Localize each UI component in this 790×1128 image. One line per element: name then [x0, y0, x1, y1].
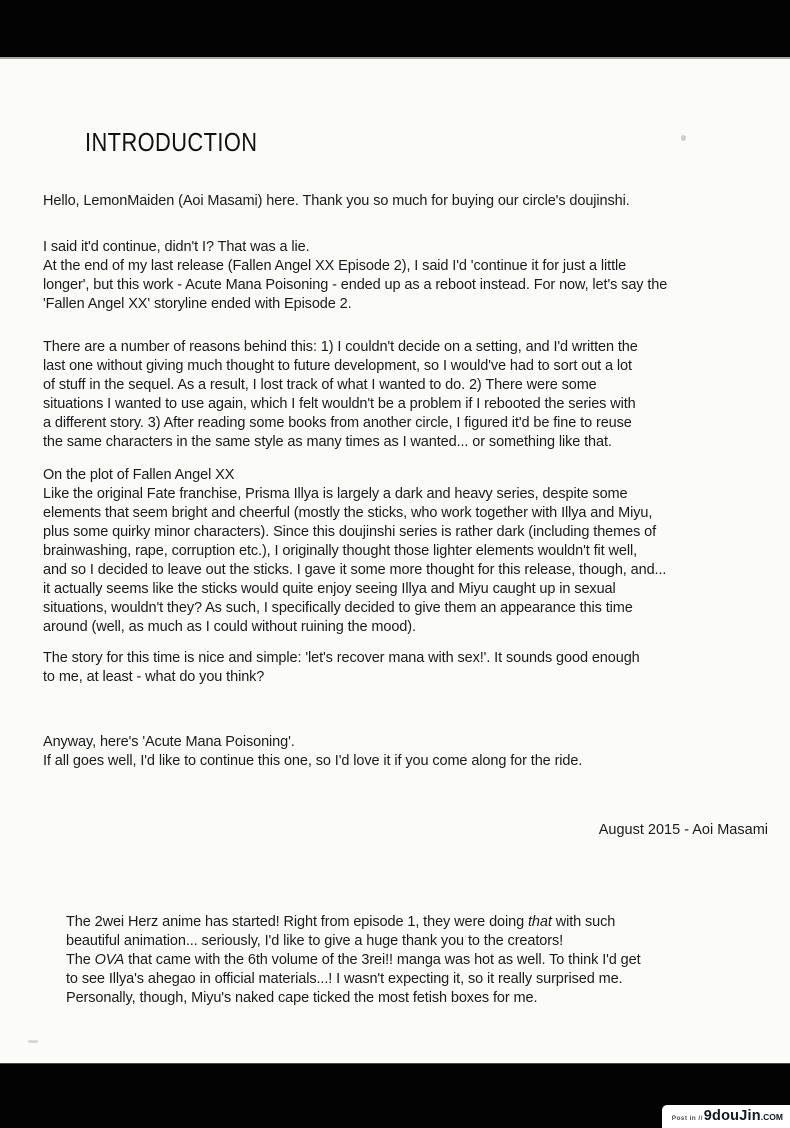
author-signature: August 2015 - Aoi Masami: [598, 822, 768, 838]
text-line: At the end of my last release (Fallen Angel XX Episode 2), I said I'd 'continue it for just a little: [43, 258, 627, 274]
text-line: plus some quirky minor characters). Since this doujinshi series is rather dark (including themes of: [43, 524, 657, 540]
text-line: to see Illya's ahegao in official materials...! I wasn't expecting it, so it really surprised me.: [66, 971, 623, 987]
text-line: beautiful animation... seriously, I'd like to give a huge thank you to the creators!: [66, 933, 564, 949]
text-line: On the plot of Fallen Angel XX: [43, 467, 235, 483]
watermark-tld-label: .COM: [760, 1112, 783, 1122]
top-scan-border: [0, 0, 790, 57]
text-line: of stuff in the sequel. As a result, I lost track of what I wanted to do. 2) There were some: [43, 377, 597, 393]
closing-paragraph: [0, 733, 790, 771]
text-line: it actually seems like the sticks would quite enjoy seeing Illya and Miyu caught up in sexual: [43, 581, 616, 597]
intro-greeting-paragraph: [0, 192, 790, 211]
watermark-brand-label: 9douJin: [703, 1108, 761, 1124]
page-content: [0, 57, 790, 1008]
text-line: Like the original Fate franchise, Prisma Illya is largely a dark and heavy series, despite some: [43, 486, 628, 502]
text-line: Hello, LemonMaiden (Aoi Masami) here. Thank you so much for buying our circle's doujinshi.: [43, 193, 630, 209]
scan-artifact-smudge: [28, 1040, 38, 1043]
text-line: situations I wanted to use again, which I felt wouldn't be a problem if I rebooted the series with: [43, 396, 636, 412]
text-line: The 2wei Herz anime has started! Right from episode 1, they were doing that with such: [66, 914, 616, 930]
text-line: The story for this time is nice and simple: 'let's recover mana with sex!'. It sounds good enough: [43, 650, 640, 666]
scan-artifact-speck: [681, 135, 686, 141]
watermark-prefix-label: Post in //: [671, 1115, 703, 1122]
text-line: and so I decided to leave out the sticks. I gave it some more thought for this release, though, and...: [43, 562, 667, 578]
text-line: elements that seem bright and cheerful (mostly the sticks, who work together with Illya and Miyu,: [43, 505, 653, 521]
afterword-paragraph: [0, 913, 790, 1008]
text-line: to me, at least - what do you think?: [43, 669, 265, 685]
text-line: Personally, though, Miyu's naked cape ticked the most fetish boxes for me.: [66, 990, 538, 1006]
text-line: I said it'd continue, didn't I? That was a lie.: [43, 239, 310, 255]
reasons-paragraph: [0, 338, 790, 452]
text-line: the same characters in the same style as many times as I wanted... or something like that.: [43, 434, 612, 450]
text-line: Anyway, here's 'Acute Mana Poisoning'.: [43, 734, 295, 750]
text-line: around (well, as much as I could without ruining the mood).: [43, 619, 416, 635]
bottom-scan-border: [0, 1063, 790, 1128]
story-paragraph: [0, 649, 790, 687]
text-line: The OVA that came with the 6th volume of the 3rei!! manga was hot as well. To think I'd get: [66, 952, 641, 968]
plot-paragraph: [0, 466, 790, 637]
text-line: longer', but this work - Acute Mana Poisoning - ended up as a reboot instead. For now, let's say the: [43, 277, 668, 293]
text-line: There are a number of reasons behind this: 1) I couldn't decide on a setting, and I'd written the: [43, 339, 638, 355]
text-line: last one without giving much thought to future development, so I would've had to sort out a lot: [43, 358, 632, 374]
text-line: brainwashing, rape, corruption etc.), I originally thought those lighter elements wouldn't fit well,: [43, 543, 638, 559]
text-line: If all goes well, I'd like to continue this one, so I'd love it if you come along for the ride.: [43, 753, 583, 769]
text-line: a different story. 3) After reading some books from another circle, I figured it'd be fine to reuse: [43, 415, 632, 431]
text-line: 'Fallen Angel XX' storyline ended with Episode 2.: [43, 296, 352, 312]
watermark-9doujin-link[interactable]: [662, 1105, 790, 1128]
continuation-paragraph: [0, 238, 790, 314]
page-title: INTRODUCTION: [85, 127, 258, 157]
text-line: situations, wouldn't they? As such, I specifically decided to give them an appearance this time: [43, 600, 633, 616]
